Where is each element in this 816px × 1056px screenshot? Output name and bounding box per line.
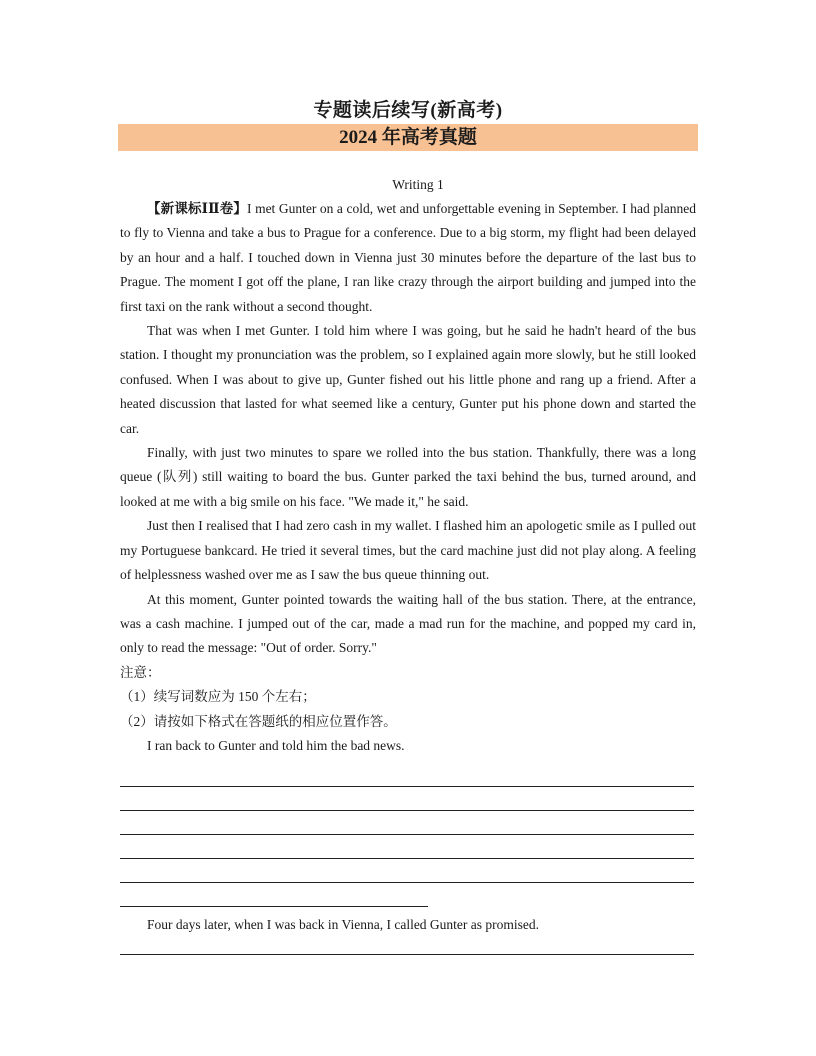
- answer-lines-1: [120, 786, 694, 907]
- answer-line: [120, 858, 694, 859]
- paragraph-4: Just then I realised that I had zero cash in my wallet. I flashed him an apologetic smile as I pulled out my Portuguese bankcard. He tried it several times, but the card machine just did not play along. A feeling of helplessness washed over me as I saw the bus queue thinning out.: [120, 518, 696, 583]
- section-title: Writing 1: [392, 177, 444, 192]
- answer-line-short: [120, 906, 428, 907]
- note-item-1: （1）续写词数应为 150 个左右；: [120, 689, 316, 705]
- notes-heading: 注意：: [120, 664, 161, 680]
- paragraph-1: [120, 197, 696, 319]
- answer-line: [120, 954, 694, 955]
- note-item-2: （2）请按如下格式在答题纸的相应位置作答。: [120, 713, 397, 729]
- paragraph-2: That was when I met Gunter. I told him where I was going, but he said he hadn't heard of the bus station. I thought my pronunciation was the problem, so I explained again more slowly, but he still looked confused. When I was about to give up, Gunter fished out his little phone and rang up a friend. After a heated discussion that lasted for what seemed like a century, Gunter put his phone down and started the car.: [120, 323, 696, 436]
- document-title: 专题读后续写(新高考): [313, 100, 503, 121]
- paragraph-1-text: I met Gunter on a cold, wet and unforgettable evening in September. I had planned to fly to Vienna and take a bus to Prague for a conference. Due to a big storm, my flight had been delayed by an hour and a half. I touched down in Vienna just 30 minutes before the departure of the last bus to Prague. The moment I got off the plane, I ran like crazy through the airport building and jumped into the first taxi on the rank without a second thought.: [120, 201, 696, 314]
- passage: [120, 197, 696, 758]
- paragraph-5: At this moment, Gunter pointed towards the waiting hall of the bus station. There, at the entrance, was a cash machine. I jumped out of the car, made a mad run for the machine, and popped my card in, only to read the message: "Out of order. Sorry.": [120, 591, 696, 656]
- paragraph-3: Finally, with just two minutes to spare we rolled into the bus station. Thankfully, there was a long queue (队列) still waiting to board the bus. Gunter parked the taxi behind the bus, turned around, and looked at me with a big smile on his face. "We made it," he said.: [120, 445, 696, 509]
- answer-line: [120, 834, 694, 835]
- continuation-prompt-1: I ran back to Gunter and told him the bad news.: [147, 737, 405, 753]
- year-banner: 2024 年高考真题: [118, 124, 698, 151]
- source-tag: 【新课标ⅠⅡ卷】: [147, 201, 248, 216]
- answer-line: [120, 882, 694, 883]
- answer-line: [120, 810, 694, 811]
- answer-line: [120, 786, 694, 787]
- continuation-prompt-2: Four days later, when I was back in Vienna, I called Gunter as promised.: [147, 917, 540, 932]
